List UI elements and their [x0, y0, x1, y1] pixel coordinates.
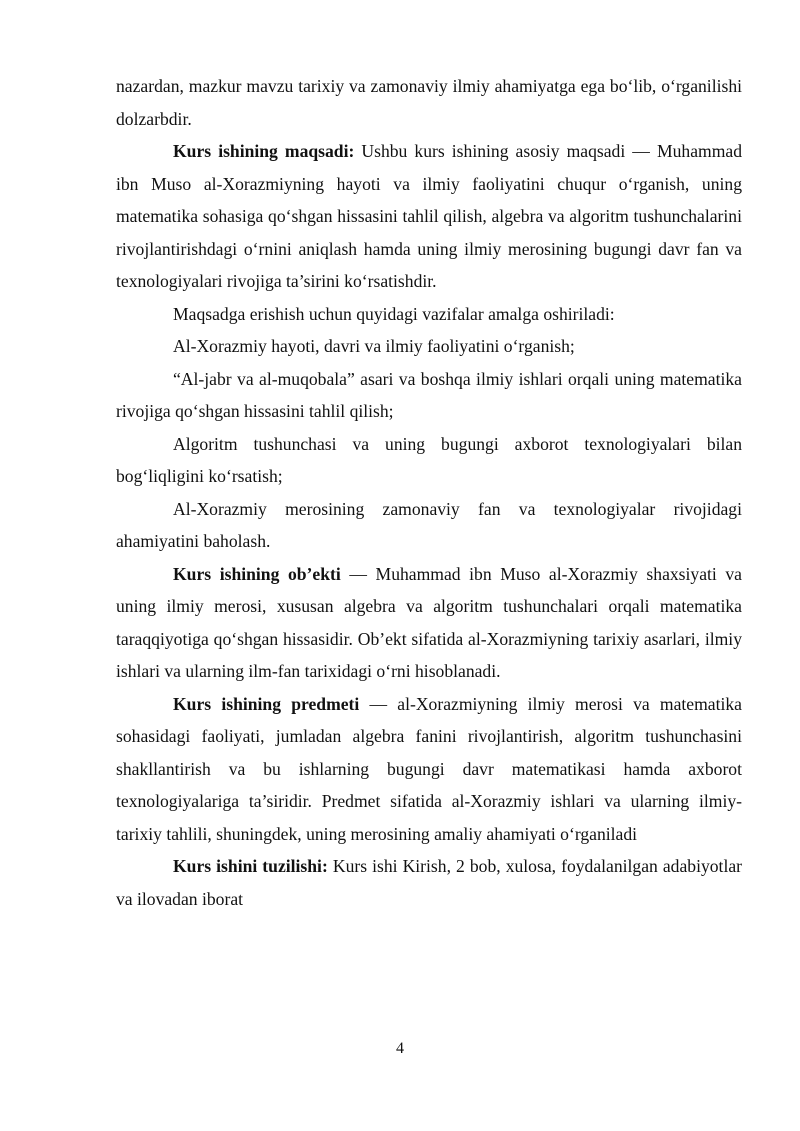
- paragraph-structure: [116, 850, 742, 915]
- task-item: [116, 428, 742, 493]
- paragraph-text: Kurs ishi Kirish, 2 bob, xulosa, foydalanilgan adabiyotlar va ilovadan iborat: [116, 856, 742, 909]
- paragraph-heading: Kurs ishini tuzilishi:: [173, 856, 328, 876]
- paragraph-continuation: [116, 70, 742, 135]
- task-item: [116, 363, 742, 428]
- paragraph-text: Ushbu kurs ishining asosiy maqsadi — Muhammad ibn Muso al-Xorazmiyning hayoti va ilmiy faoliyatini chuqur o‘rganish, uning matematika sohasiga qo‘shgan hissasini tahlil qilish, algebra va algoritm tushunchalarini rivojlantirishdagi o‘rnini aniqlash hamda uning ilmiy merosining bugungi davr fan va texnologiyalari rivojiga ta’sirini ko‘rsatishdir.: [116, 141, 742, 291]
- paragraph-text: — al-Xorazmiyning ilmiy merosi va matematika sohasidagi faoliyati, jumladan algebra fanini rivojlantirish, algoritm tushunchasini shakllantirish va bu ishlarning bugungi davr matematikasi hamda axborot texnologiyalariga ta’siridir. Predmet sifatida al-Xorazmiy ishlari va ularning ilmiy-tarixiy tahlili, shuningdek, uning merosining amaliy ahamiyati o‘rganiladi: [116, 693, 742, 844]
- task-item: [116, 493, 742, 558]
- paragraph-text: nazardan, mazkur mavzu tarixiy va zamonaviy ilmiy ahamiyatga ega bo‘lib, o‘rganilishi dolzarbdir.: [116, 76, 742, 129]
- paragraph-text: Al-Xorazmiy merosining zamonaviy fan va texnologiyalar rivojidagi ahamiyatini baholash.: [116, 498, 742, 551]
- paragraph-tasks-intro: [116, 298, 742, 331]
- paragraph-goal: [116, 135, 742, 298]
- body-text: [116, 70, 742, 915]
- paragraph-text: “Al-jabr va al-muqobala” asari va boshqa ilmiy ishlari orqali uning matematika rivojiga qo‘shgan hissasini tahlil qilish;: [116, 368, 742, 421]
- paragraph-text: Algoritm tushunchasi va uning bugungi axborot texnologiyalari bilan bog‘liqligini ko‘rsatish;: [116, 433, 742, 486]
- paragraph-object: [116, 558, 742, 688]
- paragraph-text: Al-Xorazmiy hayoti, davri va ilmiy faoliyatini o‘rganish;: [173, 336, 575, 356]
- paragraph-text: — Muhammad ibn Muso al-Xorazmiy shaxsiyati va uning ilmiy merosi, xususan algebra va algoritm tushunchalari orqali matematika taraqqiyotiga qo‘shgan hissasidir. Ob’ekt sifatida al-Xorazmiyning tarixiy asarlari, ilmiy ishlari va ularning ilm-fan tarixidagi o‘rni hisoblanadi.: [116, 563, 742, 681]
- paragraph-heading: Kurs ishining maqsadi:: [173, 141, 355, 161]
- paragraph-text: Maqsadga erishish uchun quyidagi vazifalar amalga oshiriladi:: [173, 303, 615, 324]
- paragraph-heading: Kurs ishining ob’ekti: [173, 563, 341, 584]
- paragraph-subject: [116, 688, 742, 851]
- task-item: [116, 330, 742, 363]
- page-number: 4: [396, 1040, 404, 1057]
- paragraph-heading: Kurs ishining predmeti: [173, 693, 360, 714]
